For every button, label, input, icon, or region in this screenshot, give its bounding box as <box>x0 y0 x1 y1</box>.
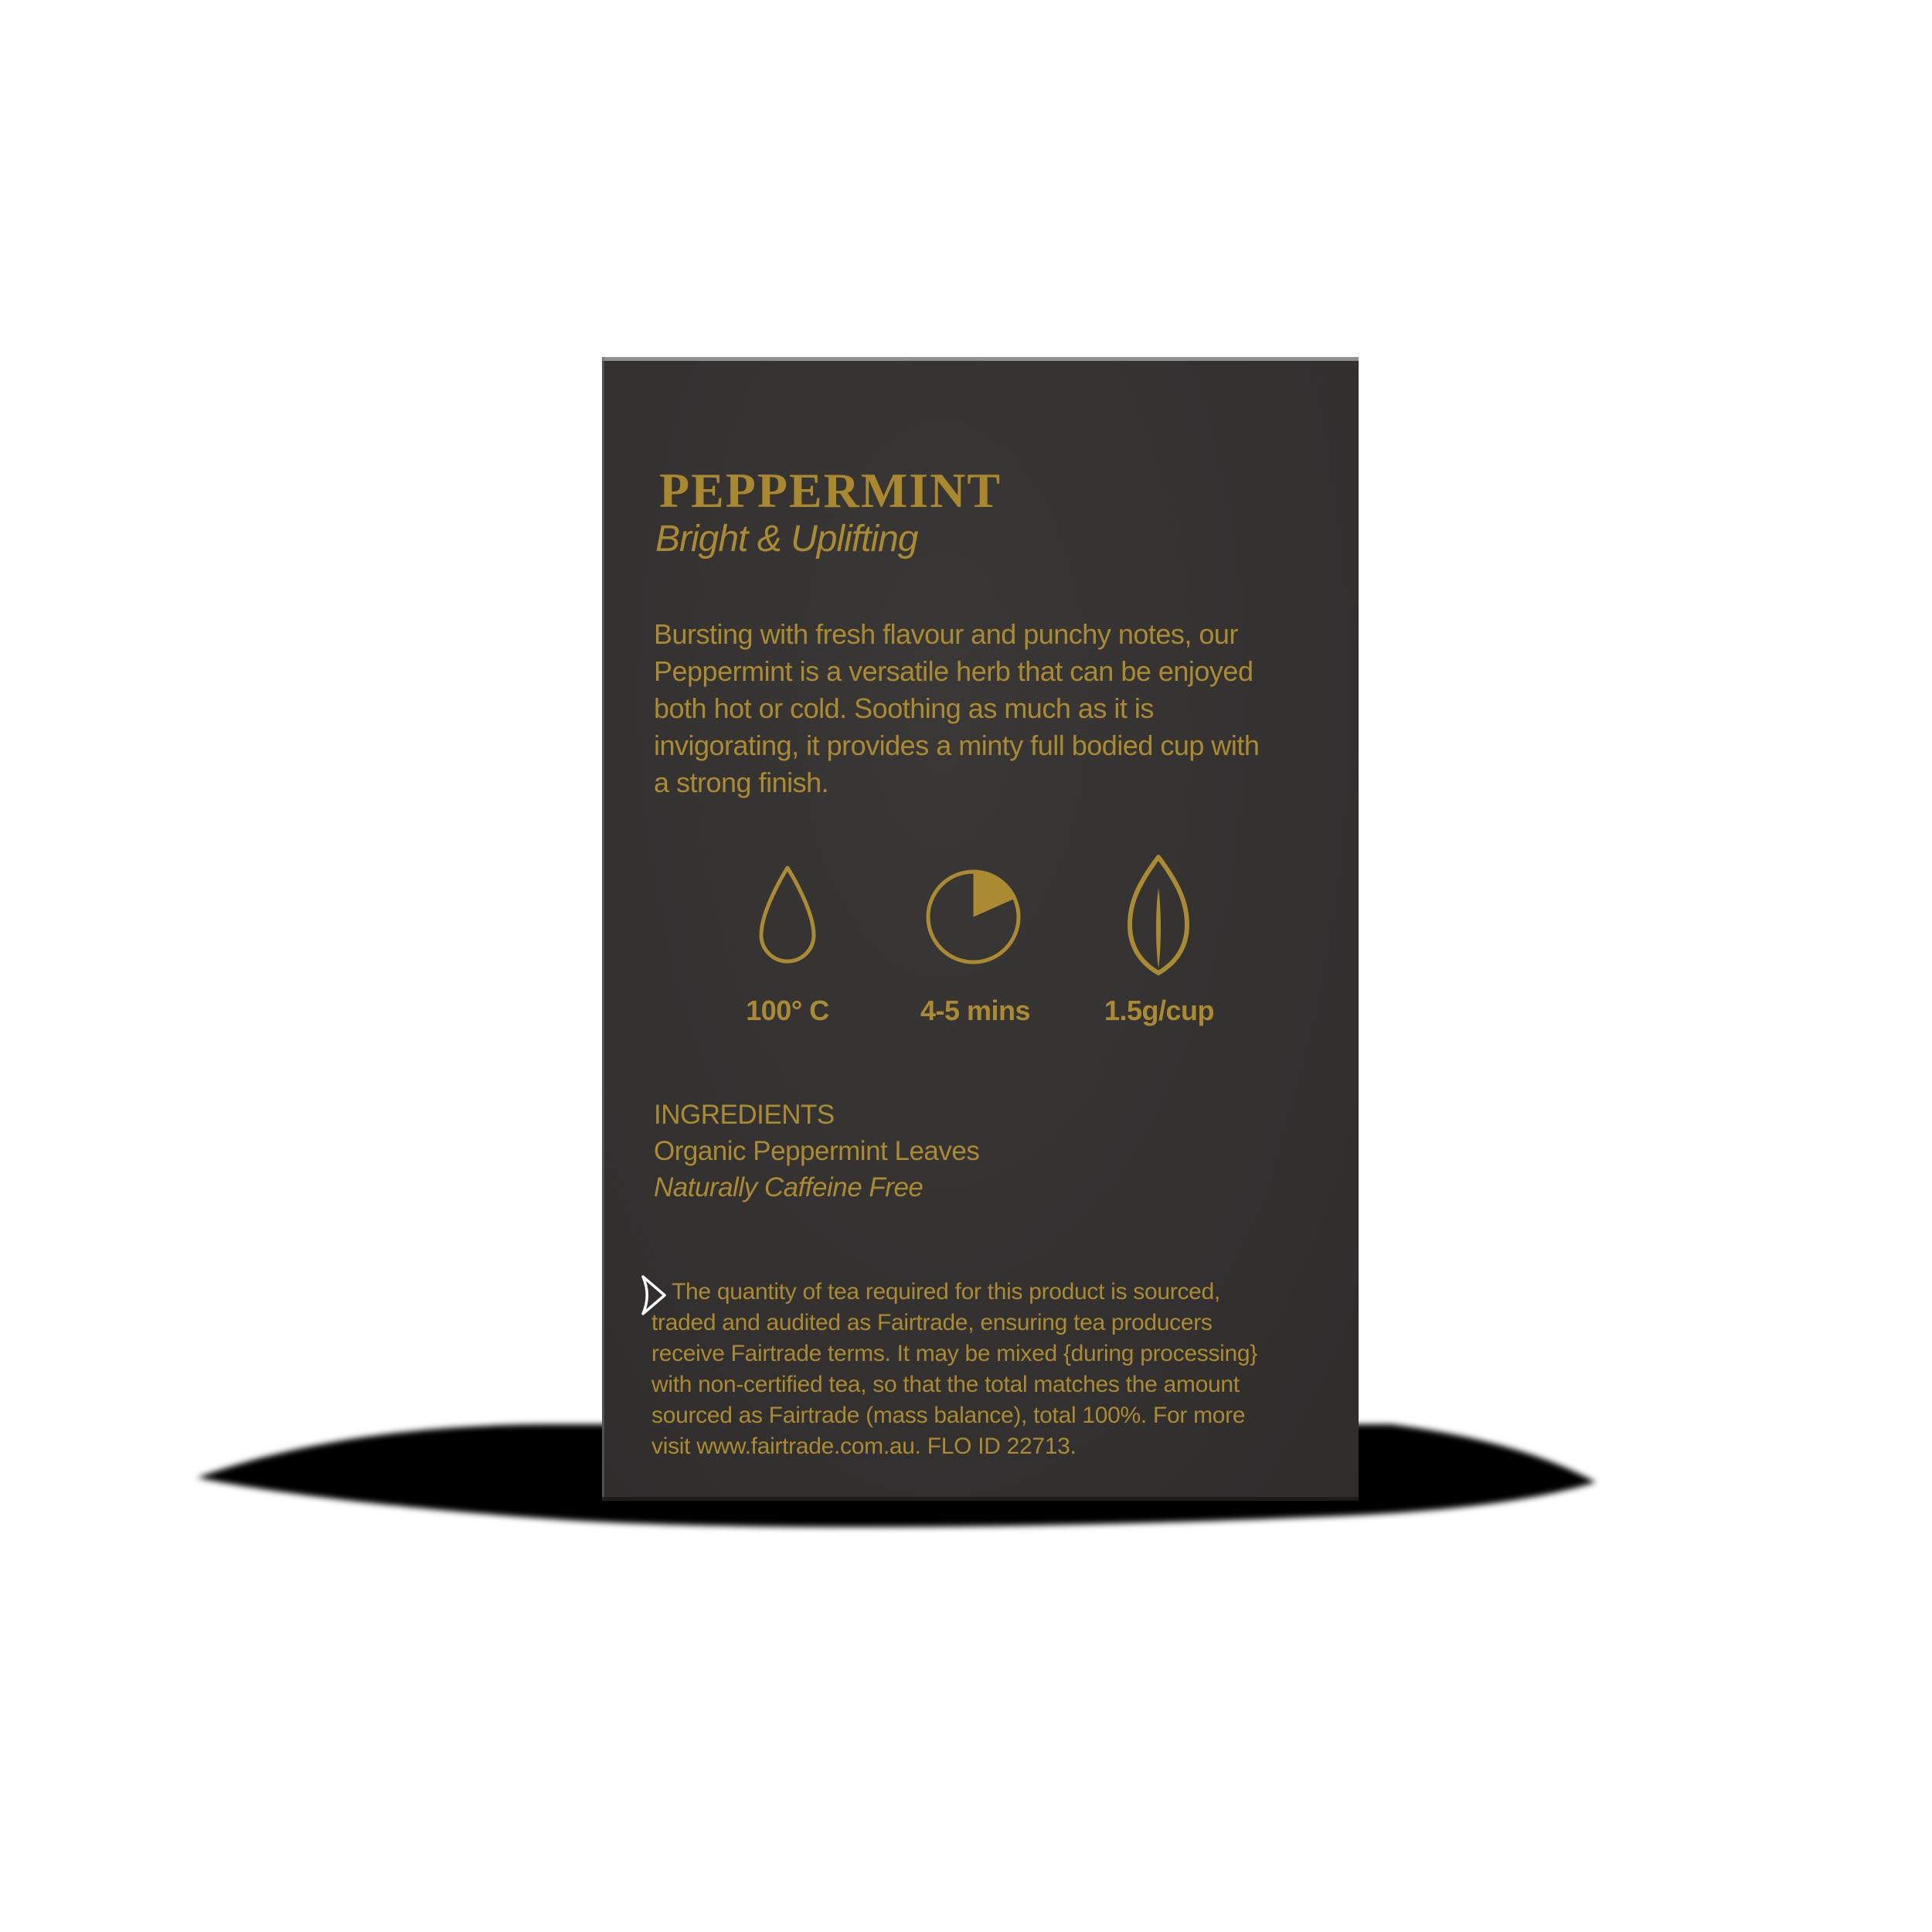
description-line: Peppermint is a versatile herb that can be enjoyed <box>654 655 1253 687</box>
ingredients-note: Naturally Caffeine Free <box>654 1172 923 1202</box>
description-line: both hot or cold. Soothing as much as it is <box>654 692 1154 724</box>
brew-item-label-time: 4-5 mins <box>920 995 1031 1026</box>
timer-icon <box>924 868 1022 966</box>
box-left-edge <box>602 357 604 1501</box>
description <box>654 616 1259 801</box>
box-top-edge <box>602 357 1359 361</box>
description-line: Bursting with fresh flavour and punchy notes, our <box>654 618 1238 650</box>
brew-item-label-dose: 1.5g/cup <box>1104 995 1215 1026</box>
panel-title: PEPPERMINT <box>659 463 1002 518</box>
fairtrade-line: sourced as Fairtrade (mass balance), total 100%. For more <box>651 1403 1246 1428</box>
droplet-icon <box>752 864 823 964</box>
description-line: invigorating, it provides a minty full bodied cup with <box>654 730 1260 761</box>
ingredients-heading: INGREDIENTS <box>654 1100 835 1130</box>
fairtrade-line: The quantity of tea required for this product is sourced, <box>672 1279 1220 1304</box>
leaf-icon <box>1127 854 1190 976</box>
cursor-icon <box>640 1274 668 1317</box>
brew-item-label-temperature: 100° C <box>746 995 829 1026</box>
fairtrade-line: with non-certified tea, so that the total matches the amount <box>651 1372 1240 1397</box>
description-line: a strong finish. <box>654 767 829 798</box>
fairtrade-line: receive Fairtrade terms. It may be mixed {during processing} <box>651 1341 1258 1366</box>
box-bottom-edge <box>602 1497 1359 1501</box>
ingredients-section <box>654 1097 979 1206</box>
ingredients-item: Organic Peppermint Leaves <box>654 1136 980 1166</box>
panel-subtitle: Bright & Uplifting <box>655 519 918 560</box>
fairtrade-line: traded and audited as Fairtrade, ensuring tea producers <box>651 1310 1213 1335</box>
fairtrade-line: visit www.fairtrade.com.au. FLO ID 22713. <box>651 1434 1077 1459</box>
fairtrade-note <box>651 1277 1257 1462</box>
